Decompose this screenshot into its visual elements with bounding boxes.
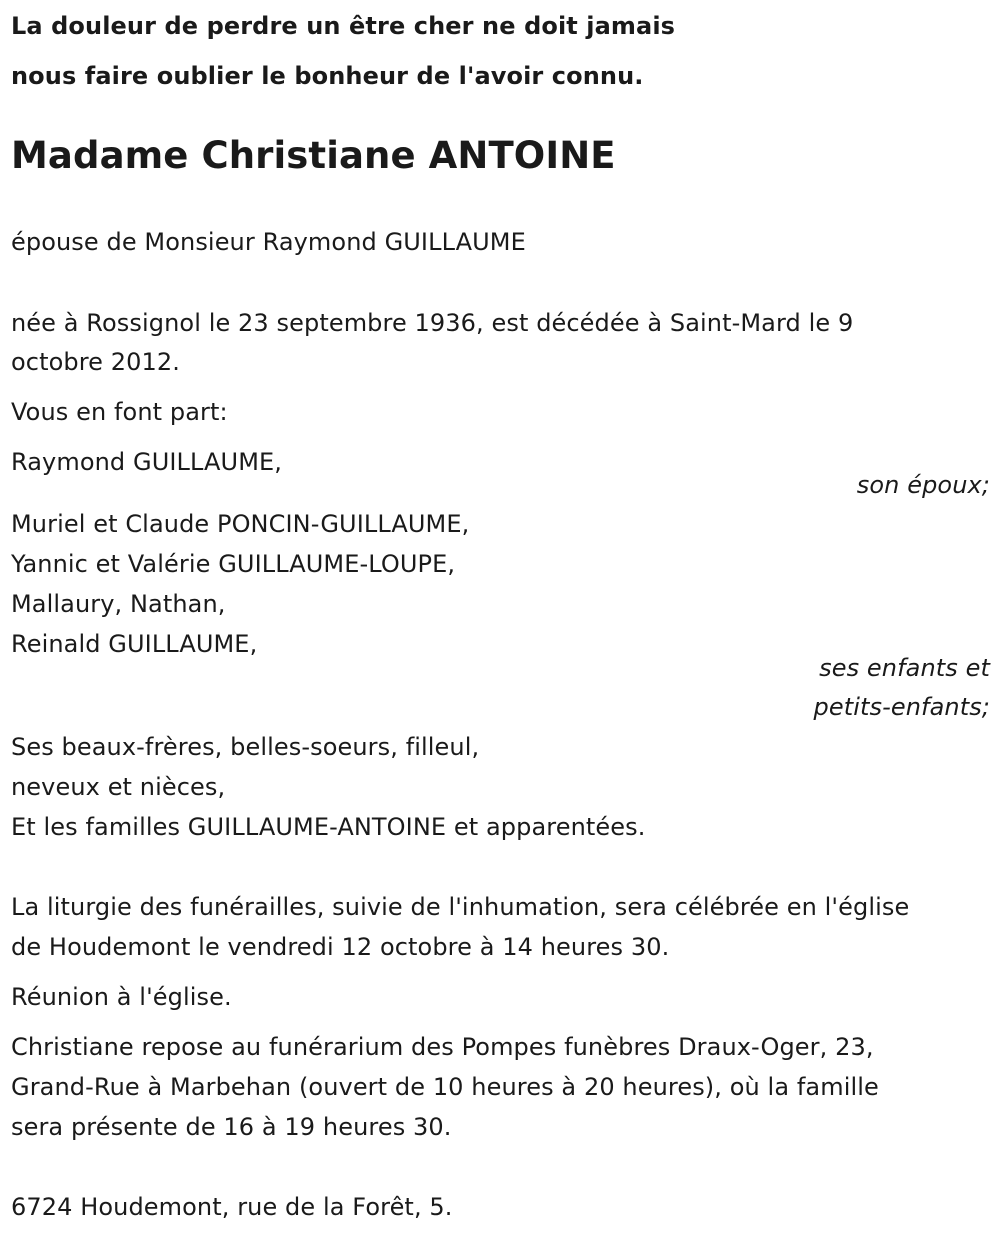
announcement-intro: Vous en font part: — [11, 398, 228, 426]
address-line: 6724 Houdemont, rue de la Forêt, 5. — [11, 1193, 453, 1221]
birth-death-line-1: née à Rossignol le 23 septembre 1936, est décédée à Saint-Mard le 9 — [11, 309, 854, 337]
child-line-4: Reinald GUILLAUME, — [11, 630, 258, 658]
husband-name: Raymond GUILLAUME, — [11, 448, 283, 476]
husband-relation: son époux; — [856, 471, 990, 499]
spouse-line: épouse de Monsieur Raymond GUILLAUME — [11, 228, 526, 256]
birth-death-line-2: octobre 2012. — [11, 348, 180, 376]
children-relation-line-1: ses enfants et — [819, 654, 990, 682]
quote-line-2: nous faire oublier le bonheur de l'avoir connu. — [11, 62, 644, 90]
extended-family-line-3: Et les familles GUILLAUME-ANTOINE et apparentées. — [11, 813, 646, 841]
liturgy-line-2: de Houdemont le vendredi 12 octobre à 14 heures 30. — [11, 933, 670, 961]
funerarium-line-3: sera présente de 16 à 19 heures 30. — [11, 1113, 452, 1141]
deceased-name: Madame Christiane ANTOINE — [11, 134, 616, 177]
quote-line-1: La douleur de perdre un être cher ne doit jamais — [11, 12, 676, 40]
child-line-3: Mallaury, Nathan, — [11, 590, 226, 618]
meeting-line: Réunion à l'église. — [11, 983, 232, 1011]
liturgy-line-1: La liturgie des funérailles, suivie de l'inhumation, sera célébrée en l'église — [11, 893, 910, 921]
extended-family-line-1: Ses beaux-frères, belles-soeurs, filleul, — [11, 733, 480, 761]
child-line-2: Yannic et Valérie GUILLAUME-LOUPE, — [11, 550, 456, 578]
funerarium-line-1: Christiane repose au funérarium des Pompes funèbres Draux-Oger, 23, — [11, 1033, 874, 1061]
children-relation-line-2: petits-enfants; — [813, 693, 990, 721]
extended-family-line-2: neveux et nièces, — [11, 773, 226, 801]
child-line-1: Muriel et Claude PONCIN-GUILLAUME, — [11, 510, 470, 538]
funerarium-line-2: Grand-Rue à Marbehan (ouvert de 10 heures à 20 heures), où la famille — [11, 1073, 879, 1101]
